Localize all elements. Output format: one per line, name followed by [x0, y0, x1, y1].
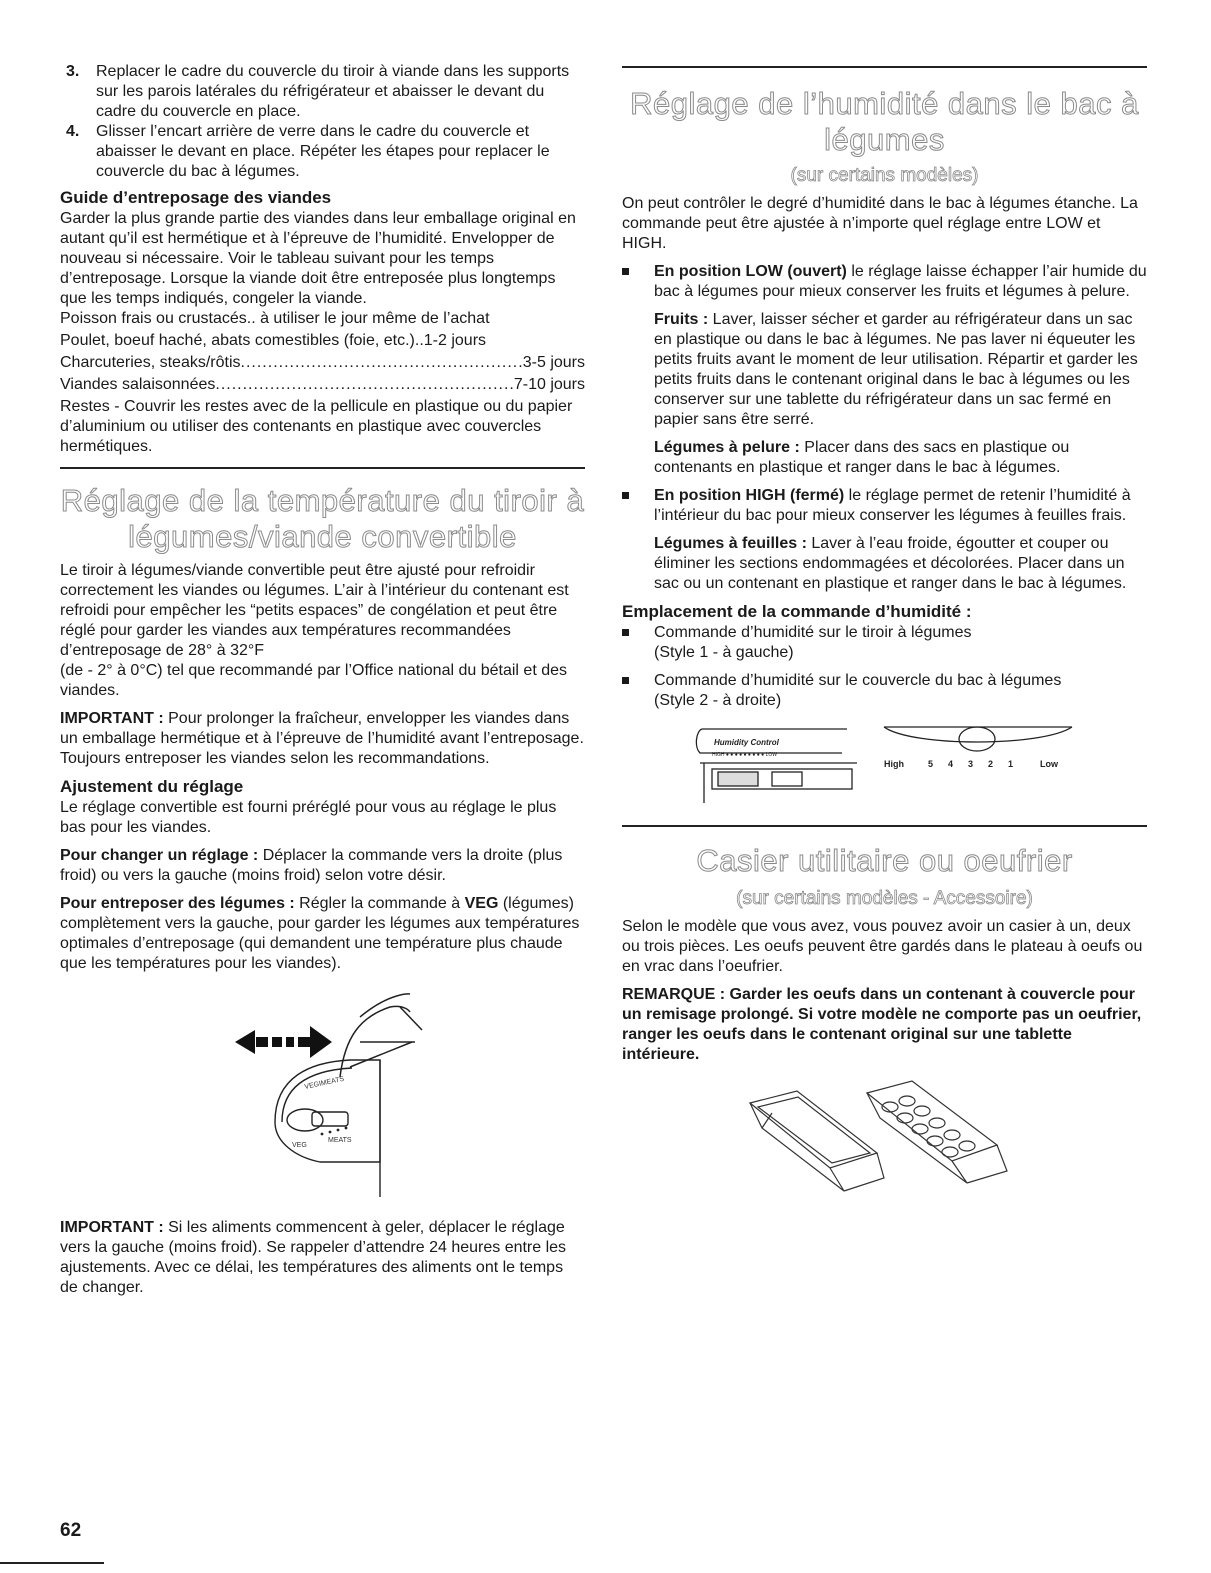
bullet-icon [622, 268, 629, 275]
humidity-scale-number: 2 [988, 759, 994, 769]
dial-top-label: VEGIMEATS [303, 1075, 345, 1091]
humidity-intro: On peut contrôler le degré d’humidité dans le bac à légumes étanche. La commande peut être ajustée à n’importe quel réglage entre LOW et HIGH. [622, 195, 1138, 252]
peel-vegetables-text: Légumes à pelure : Placer dans des sacs en plastique ou contenants en plastique et ranger dans le bac à légumes. [654, 439, 1070, 476]
steps-list [60, 62, 585, 182]
humidity-control-scale: HIGH ● ● ● ● ● ● ● ● ● LOW [712, 752, 777, 758]
humidity-low-label: Low [1040, 759, 1058, 769]
list-item: 4. Glisser l’encart arrière de verre dans le cadre du couvercle et abaisser le devant en place. Répéter les étapes pour replacer le couvercle du bac à légumes. [66, 123, 550, 180]
egg-tray-icon [867, 1081, 1007, 1183]
meat-guide-intro: Garder la plus grande partie des viandes dans leur emballage original en autant qu’il est hermétique et à l’épreuve de l’humidité. Envelopper de nouveau si nécessaire. Voir le tableau suivant pour les temps d’entreposage. Lorsque la viande doit être entreposée plus longtemps que les temps indiqués, congeler la viande. [60, 210, 576, 307]
list-item: Commande d’humidité sur le tiroir à légumes (Style 1 - à gauche) [622, 623, 1147, 663]
egg-section-title: Casier utilitaire ou oeufrier [696, 843, 1073, 878]
fruits-text: Fruits : Laver, laisser sécher et garder au réfrigérateur dans un sac en plastique ou dans le bac à légumes. Ne pas laver ni équeuter les petits fruits avant le moment de leur utilisation. Répartir et garder les petits fruits dans le contenant original dans le bac à légumes ou les conserver sur une tablette du réfrigérateur dans un sac fermé en papier sans être serré. [654, 311, 1138, 428]
meat-row: Charcuteries, steaks/rôtis ..... 3-5 jours [60, 353, 585, 373]
humidity-control-illustration [622, 719, 1147, 819]
egg-intro: Selon le modèle que vous avez, vous pouvez avoir un casier à un, deux ou trois pièces. Les oeufs peuvent être gardés dans le plateau à oeufs ou en vrac dans l’oeufrier. [622, 918, 1143, 975]
humidity-scale-number: 3 [968, 759, 974, 769]
drawer-hand-icon [340, 994, 422, 1077]
temp-section-intro: Le tiroir à légumes/viande convertible peut être ajusté pour refroidir correctement les viandes ou légumes. L’air à l’intérieur du contenant est refroidi pour empêcher les “petits espaces” de congélation et peut être réglé pour garder les viandes aux températures recommandées d’entreposage de 28° à 32°F [60, 562, 569, 659]
change-setting-text: Pour changer un réglage : Déplacer la commande vers la droite (plus froid) ou vers la gauche (moins froid) selon votre désir. [60, 847, 563, 884]
humidity-scale-number: 1 [1008, 759, 1014, 769]
leftovers-text: Restes - Couvrir les restes avec de la pellicule en plastique ou du papier d’aluminium ou utiliser des contenants en plastique avec couvercles hermétiques. [60, 398, 573, 455]
important-note: IMPORTANT : Pour prolonger la fraîcheur, envelopper les viandes dans un emballage hermétique et à l’épreuve de l’humidité avant l’entreposage. Toujours entreposer les viandes selon les recommandations. [60, 710, 584, 767]
meat-row: Poulet, boeuf haché, abats comestibles (foie, etc.).. 1-2 jours [60, 332, 487, 349]
footer-rule [0, 1562, 104, 1564]
temp-section-title: Réglage de la température du tiroir à légumes/viande convertible [60, 483, 585, 554]
list-item: En position LOW (ouvert) le réglage laisse échapper l’air humide du bac à légumes pour mieux conserver les fruits et légumes à pelure. [622, 262, 1147, 302]
veg-setting-text: Pour entreposer des légumes : Régler la commande à VEG (légumes) complètement vers la gauche, pour garder les légumes aux températures optimales d’entreposage (qui demandent une température plus chaude que les températures pour les viandes). [60, 895, 580, 972]
humidity-scale-number: 5 [928, 759, 934, 769]
dial-meats-label: MEATS [328, 1137, 352, 1144]
meat-guide-heading: Guide d’entreposage des viandes [60, 188, 332, 207]
bullet-icon [622, 629, 629, 636]
meat-row-fish: Poisson frais ou crustacés.. à utiliser le jour même de l’achat [60, 310, 490, 327]
humidity-section-subtitle: (sur certains modèles) [790, 165, 979, 186]
list-item: En position HIGH (fermé) le réglage permet de retenir l’humidité à l’intérieur du bac pour mieux conserver les légumes à feuilles frais. [622, 486, 1147, 526]
bullet-icon [622, 677, 629, 684]
control-location-heading: Emplacement de la commande d’humidité : [622, 602, 972, 621]
humidity-control-title: Humidity Control [714, 738, 779, 747]
page-number: 62 [60, 1520, 82, 1541]
humidity-high-label: High [884, 759, 904, 769]
egg-section-subtitle: (sur certains modèles - Accessoire) [736, 888, 1033, 909]
egg-note: REMARQUE : Garder les oeufs dans un contenant à couvercle pour un remisage prolongé. Si votre modèle ne comporte pas un oeufrier, ranger les oeufs dans le contenant original sur une tablette intérieure. [622, 986, 1142, 1063]
list-item: Commande d’humidité sur le couvercle du bac à légumes (Style 2 - à droite) [622, 671, 1147, 711]
temperature-dial-illustration [60, 982, 585, 1212]
meat-row: Viandes salaisonnées ..... 7-10 jours [60, 375, 585, 395]
left-column [60, 62, 585, 1306]
temp-section-intro-cont: (de - 2° à 0°C) tel que recommandé par l’Office national du bétail et des viandes. [60, 662, 567, 699]
humidity-control-style-2 [884, 727, 1072, 751]
egg-tray-illustration [622, 1073, 1147, 1193]
right-column [622, 62, 1147, 1199]
dial-veg-label: VEG [292, 1142, 307, 1149]
important-note-2: IMPORTANT : Si les aliments commencent à geler, déplacer le réglage vers la gauche (moins froid). Se rappeler d’attendre 24 heures entre les ajustements. Avec ce délai, les températures des aliments ont le temps de changer. [60, 1219, 567, 1296]
left-right-arrow-icon [235, 1026, 332, 1058]
humidity-section-title: Réglage de l’humidité dans le bac à légumes [630, 86, 1139, 157]
leaf-vegetables-text: Légumes à feuilles : Laver à l’eau froide, égoutter et couper ou éliminer les sections endommagées et décolorées. Placer dans un sac ou un contenant en plastique et ranger dans le bac à légumes. [654, 535, 1127, 592]
utility-bin-icon [750, 1091, 884, 1191]
list-item: 3. Replacer le cadre du couvercle du tiroir à viande dans les supports sur les parois latérales du réfrigérateur et abaisser le devant du cadre du couvercle en place. [66, 63, 570, 120]
humidity-scale-number: 4 [948, 759, 954, 769]
adjust-heading: Ajustement du réglage [60, 777, 244, 796]
bullet-icon [622, 492, 629, 499]
adjust-text: Le réglage convertible est fourni préréglé pour vous au réglage le plus bas pour les viandes. [60, 799, 557, 836]
